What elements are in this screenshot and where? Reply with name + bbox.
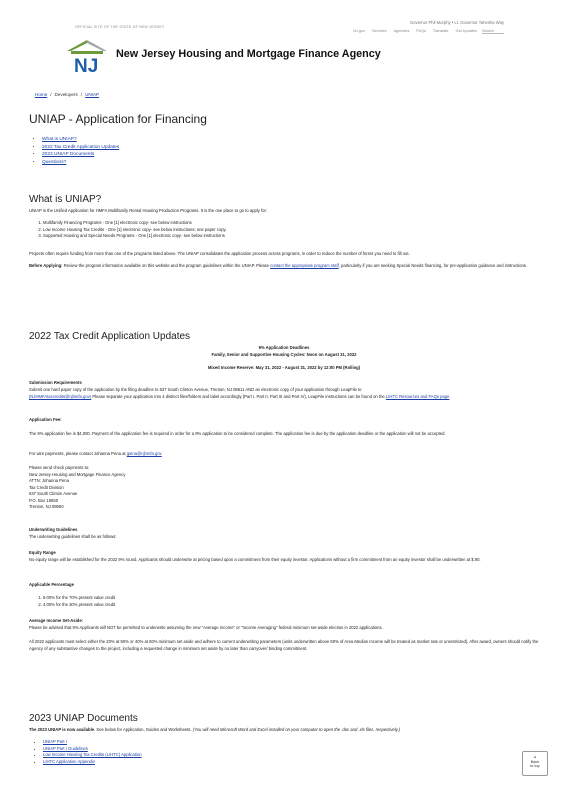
what-intro: UNIAP is the Unified Application for HMFA Multifamily Rental Housing Production Programs. It is the one place to go to apply for:: [29, 208, 268, 213]
toc-link-tax[interactable]: 2022 Tax Credit Application Updates: [42, 144, 120, 150]
docs-avail-bold: The 2023 UNIAP is now available: [29, 727, 95, 732]
toplink-services[interactable]: Services: [371, 29, 387, 33]
logo-roof-gray: [87, 40, 107, 51]
deadline-title: 9% Application Deadlines: [258, 345, 310, 350]
docs-avail-text: . See below for Application, Guides and Worksheets.: [94, 727, 193, 732]
toc-item: [42, 136, 119, 144]
list-item: 2. Low Income Housing Tax Credits - One [1] electronic copy- see below instructions; one paper copy.: [43, 227, 553, 234]
toc-link-what[interactable]: What is UNIAP?: [42, 137, 77, 142]
toplink-agencies[interactable]: Agencies: [393, 29, 410, 33]
before-text: Review the program information available on this website and the program guidelines within the UNIAP. Please: [62, 263, 271, 268]
what-heading: What is UNIAP?: [29, 194, 102, 205]
check-line: Tax Credit Division: [29, 484, 64, 490]
governor-line: Governor Phil Murphy • Lt. Governor Tahesha Way: [409, 20, 504, 25]
fee-text: The 9% application fee is $4,000. Payment of the application fee is required in order for a 9% application to be considered complete. The application fee is due by the application deadline or the application will not be accepted.: [29, 431, 446, 436]
toc-item: [42, 144, 119, 152]
check-line: P.O. Box 18550: [29, 497, 59, 503]
docs-avail-italic: (You will need Microsoft Word and Excel installed on your computer to open the .doc and .xls files, respectively.): [192, 727, 401, 732]
list-item: 1. 9.00% for the 70% present value credit: [43, 595, 553, 602]
docs-available: [29, 727, 539, 734]
doc-link-uniap-part1[interactable]: UNIAP Part I: [43, 739, 67, 744]
before-applying: [29, 263, 539, 270]
list-item: 3. Supported Housing and Special Needs Programs - One [1] electronic copy- see below instructions: [43, 233, 553, 240]
list-item: 2. 4.00% for the 30% present value credit: [43, 602, 553, 609]
avg-label: Average Income Set-Aside:: [29, 618, 84, 623]
table-of-contents: [36, 136, 119, 166]
back-to-top-line1: Back: [530, 759, 540, 764]
submission-text1: Submit one hard paper copy of the application by the filing deadline to 637 South Clinton Avenue, Trenton, NJ 08611 AND an electronic copy of your application through LeapFile to: [29, 387, 362, 392]
what-para: Projects often require funding from more than one of the programs listed above. The UNIAP consolidates the application process across programs, in order to reduce the number of forms you need to fill out.: [29, 251, 410, 256]
agency-logo[interactable]: [67, 40, 107, 74]
avg-text: Please be advised that 9% Applicants will NOT be permitted to underwrite assuming the new "Average Income" or "Income Averaging" federal minimum set-aside election in 2022 applications.: [29, 625, 383, 630]
equity-label: Equity Range: [29, 550, 56, 555]
wire-email-link[interactable]: jpena@njhmfa.gov: [126, 451, 162, 456]
breadcrumb-current[interactable]: UNIAP: [85, 92, 100, 97]
toplink-faqs[interactable]: FAQs: [416, 29, 426, 33]
deadline-sub: Family, Senior and Supportive Housing Cycles: Noon on August 31, 2022: [211, 352, 357, 357]
agency-name[interactable]: New Jersey Housing and Mortgage Finance Agency: [116, 48, 381, 60]
before-label: Before Applying:: [29, 263, 63, 268]
toplink-get-updates[interactable]: Get Updates: [455, 29, 477, 33]
check-line: New Jersey Housing and Mortgage Finance Agency: [29, 471, 126, 477]
logo-band: [71, 51, 103, 54]
arrow-up-icon: ▵: [533, 754, 537, 760]
toplink-njgov[interactable]: NJ.gov: [353, 29, 365, 33]
top-links: [347, 29, 504, 34]
toc-item: [42, 159, 119, 167]
submission-email-link[interactable]: (NJHMFAtaxcredits@njhmfa.gov): [29, 393, 92, 399]
doc-link-lihtc-application[interactable]: Low Income Housing Tax Credits (LIHTC) Application: [43, 752, 142, 757]
submission-text2: Please separate your application into 4 distinct files/folders and label accordingly (Part I, Part II, Part III and Part IV), LeapFile instructions can be found on the: [91, 393, 386, 399]
doc-link-uniap-guidelines[interactable]: UNIAP Part I Guidelines: [43, 745, 88, 751]
reserve-line: Mixed Income Reserve: May 31, 2022 - August 31, 2022 by 12:00 PM (Rolling): [207, 365, 361, 370]
check-line: Please send check payments to:: [29, 465, 90, 470]
pct-label: Applicable Percentage: [29, 582, 74, 587]
search-input[interactable]: Search: [482, 29, 504, 34]
equity-text: No equity range will be established for the 2022 9% round. Applicants should underwrite at pricing based upon a commitment from their equity investor. Applications without a firm commitment from an equity investor shall be underwritten at $.90.: [29, 557, 481, 562]
breadcrumb-developers: Developers: [54, 92, 78, 97]
pct-list: [29, 595, 553, 608]
logo-letters: NJ: [74, 56, 99, 74]
list-item: 1. Multifamily Financing Programs - One [1] electronic copy- see below instructions: [43, 220, 553, 227]
uw-text: The underwriting guidelines shall be as follows:: [29, 534, 117, 539]
uw-label: Underwriting Guidelines: [29, 527, 78, 532]
before-tail: , particularly if you are seeking Special Needs financing, for pre-application guidance and instructions.: [338, 263, 528, 268]
check-line: Trenton, NJ 08650: [29, 504, 64, 509]
wire-text: [29, 451, 539, 458]
toplink-translate[interactable]: Translate: [432, 29, 449, 33]
logo-roof-green: [67, 40, 87, 51]
check-line: ATTN: Johanna Pena: [29, 478, 69, 483]
contact-staff-link[interactable]: contact the appropriate program staff: [270, 263, 339, 268]
wire-label: For wire payments, please contact Johanna Pena at: [29, 451, 127, 456]
back-to-top-line2: to top: [530, 764, 540, 769]
official-site-label: OFFICIAL SITE OF THE STATE OF NEW JERSEY: [75, 25, 165, 29]
top-bar: [0, 0, 566, 36]
lihtc-resources-link[interactable]: LIHTC Resources and FAQs page: [385, 393, 450, 399]
back-to-top-button[interactable]: [522, 751, 548, 776]
docs-list: [29, 739, 553, 765]
toc-item: [42, 151, 119, 159]
submission-text: [29, 387, 539, 400]
breadcrumb-home[interactable]: Home: [35, 92, 48, 97]
submission-label: Submission Requirements: [29, 380, 82, 385]
toc-link-docs[interactable]: 2023 UNIAP Documents: [42, 152, 95, 158]
page-title: UNIAP - Application for Financing: [29, 112, 207, 126]
all-text: All 2022 applicants must select either the 20% at 50% or 40% at 60% minimum set aside and adhere to current underwriting parameters (units underwritten above 60% of Area Median Income will be treated as market rate or unrestricted). After award, owners should notify the Agency of any substantive changes to the project, including a requested change in minimum set aside by no later than carryover/ binding commitment.: [29, 639, 539, 651]
fee-label: Application Fee:: [29, 417, 62, 422]
toc-link-questions[interactable]: Questions?: [42, 159, 67, 165]
check-address: [29, 465, 539, 511]
what-list: [29, 220, 553, 240]
docs-heading: 2023 UNIAP Documents: [29, 713, 138, 724]
doc-link-lihtc-appendix[interactable]: LIHTC Application Appendix: [43, 758, 95, 764]
check-line: 637 South Clinton Avenue: [29, 491, 78, 496]
breadcrumb: Home / Developers / UNIAP: [35, 92, 100, 97]
tax-heading: 2022 Tax Credit Application Updates: [29, 331, 191, 342]
